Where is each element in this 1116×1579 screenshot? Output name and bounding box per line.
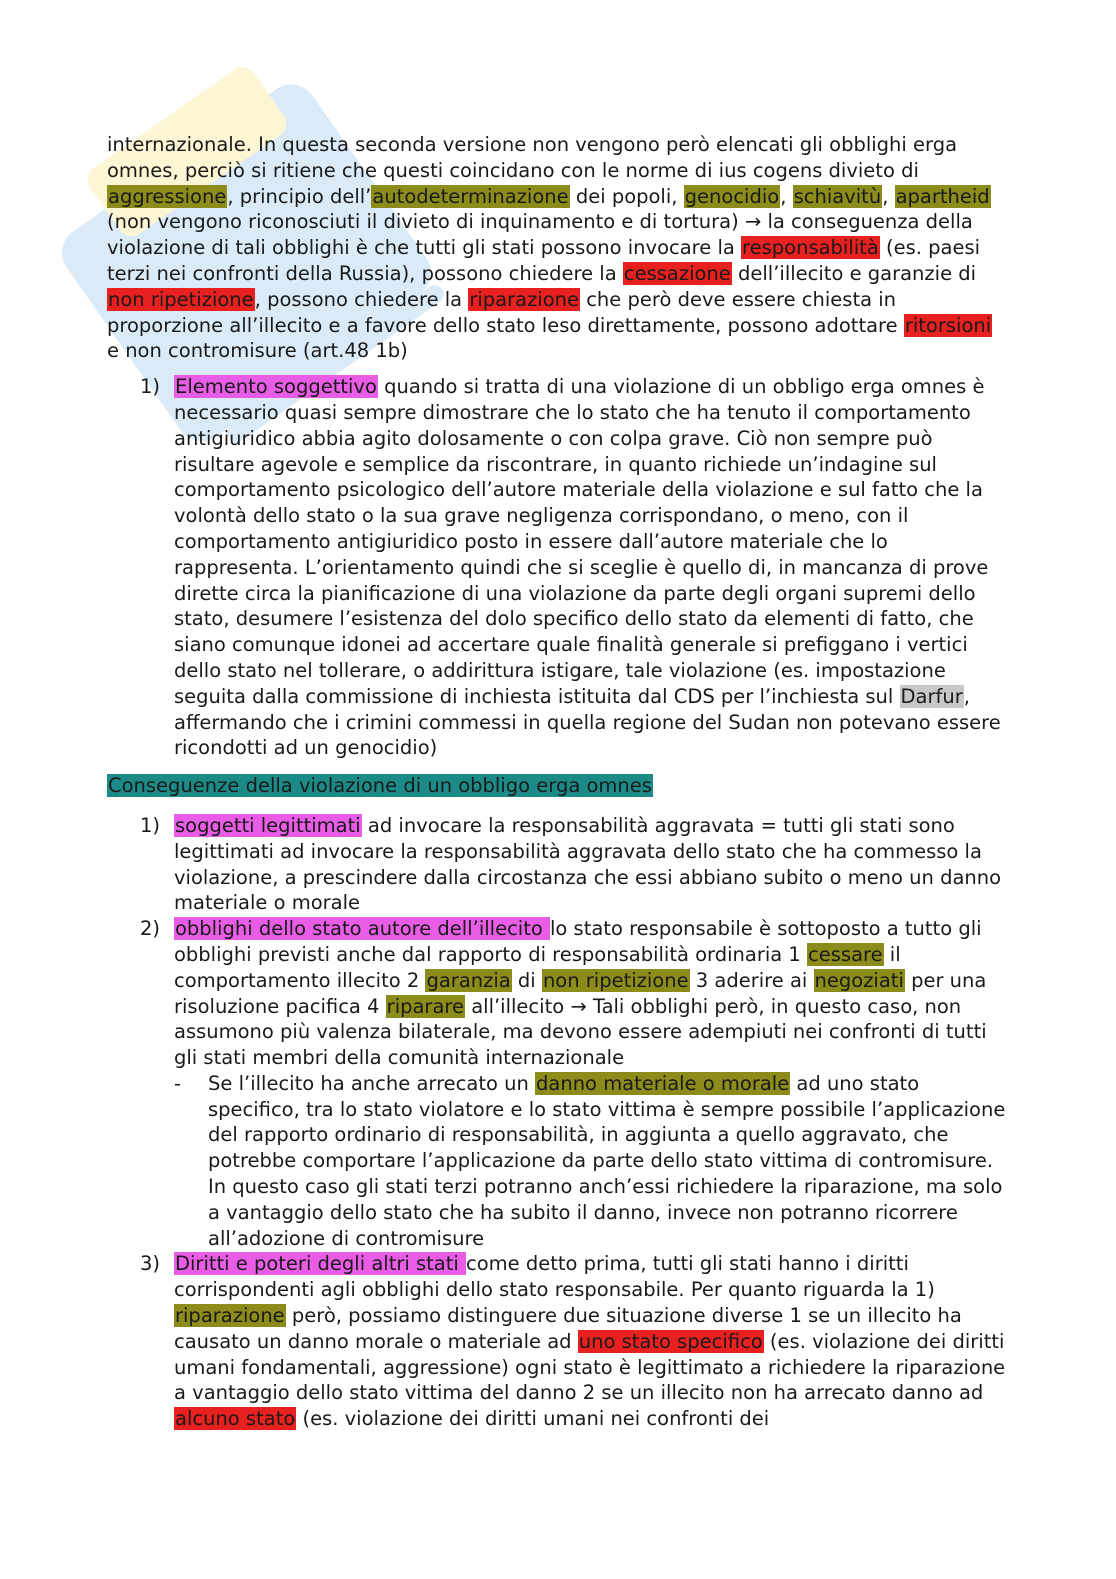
highlighted-term: alcuno stato [175,1407,296,1431]
highlighted-term: genocidio [684,184,780,208]
highlighted-term: apartheid [895,184,990,208]
section-heading [107,773,1007,799]
text-run: internazionale. In questa seconda versione non vengono però elencati gli obblighi erga omnes, perciò si ritiene che questi coincidano con le norme di ius cogens divieto di [107,133,958,182]
text-run: lo stato responsabile è sottoposto a tutto gli obblighi previsti anche dal rapporto di responsabilità ordinaria 1 [174,917,982,966]
text-run: per una risoluzione pacifica 4 [174,968,987,1018]
highlighted-term: Diritti e poteri degli altri stati [175,1252,466,1276]
highlighted-term: ritorsioni [904,313,992,337]
text-run: , [780,184,793,208]
highlighted-term: riparazione [469,287,580,311]
highlighted-term: non ripetizione [108,287,254,311]
list-item [107,374,1007,761]
text-run: però, possiamo distinguere due situazione diverse 1 se un illecito ha causato un danno morale o materiale ad [174,1304,962,1353]
list-item-text [174,813,1007,916]
text-run: dei popoli, [569,184,684,208]
highlighted-term: schiavitù [793,184,882,208]
list-item [107,1251,1007,1432]
text-run: quando si tratta di una violazione di un obbligo erga omnes è necessario quasi sempre dimostrare che lo stato che ha tenuto il comportamento antigiuridico abbia agito dolosamente o con colpa grave. Ciò non sempre può risultare agevole e semplice da riscontrare, in quanto richiede un’indagine sul comportamento psicologico dell’autore materiale della violazione e sul fatto che la volontà dello stato o la sua grave negligenza corrispondano, o meno, con il comportamento antigiuridico posto in essere dall’autore materiale che lo rappresenta. L’orientamento quindi che si sceglie è quello di, in mancanza di prove dirette circa la pianificazione di una violazione da parte degli organi supremi dello stato, desumere l’esistenza del dolo specifico dello stato da elementi di fatto, che siano comunque idonei ad accertare quale finalità generale si prefiggano i vertici dello stato nel tollerare, o addirittura istigare, tale violazione (es. impostazione seguita dalla commissione di inchiesta istituita dal CDS per l’inchiesta sul [174,375,989,708]
text-run: 3 aderire ai [689,968,814,992]
highlighted-term: Elemento soggettivo [175,375,377,399]
document-body [107,132,1007,1432]
highlighted-term: obblighi dello stato autore dell’illecito [175,917,549,941]
text-run: ad uno stato specifico, tra lo stato violatore e lo stato vittima è sempre possibile l’applicazione del rapporto ordinario di responsabilità, in aggiunta a quello aggravato, che potrebbe comportare l’applicazione da parte dello stato vittima di contromisure. In questo caso gli stati terzi potranno anch’essi richiedere la riparazione, ma solo a vantaggio dello stato che ha subito il danno, invece non potranno ricorrere all’adozione di contromisure [208,1071,1006,1250]
text-run: Se l’illecito ha anche arrecato un [208,1071,536,1095]
text-run: (es. violazione dei diritti umani fondamentali, aggressione) ogni stato è legittimato a richiedere la riparazione a vantaggio dello stato vittima del danno 2 se un illecito non ha arrecato danno ad [174,1329,1006,1405]
intro-paragraph [107,132,1007,364]
text-run: dell’illecito e garanzie di [731,261,977,285]
text-run: e non contromisure (art.48 1b) [107,339,408,363]
highlighted-term: responsabilità [742,236,879,260]
text-run: , principio dell’ [227,184,372,208]
highlighted-term: riparare [386,994,464,1018]
text-run: come detto prima, tutti gli stati hanno i diritti corrispondenti agli obblighi dello stato responsabile. Per quanto riguarda la 1) [174,1252,935,1302]
text-run: , possono chiedere la [254,287,469,311]
highlighted-term: danno materiale o morale [536,1071,790,1095]
highlighted-term: uno stato specifico [578,1329,763,1353]
text-run: il comportamento illecito 2 [174,942,901,992]
highlighted-term: negoziati [814,968,904,992]
text-run: , [882,184,895,208]
highlighted-term: garanzia [426,968,511,992]
text-run: all’illecito → Tali obblighi però, in questo caso, non assumono più valenza bilaterale, ma devono essere adempiuti nei confronti di tutti gli stati membri della comunità internazionale [174,994,987,1070]
list-item [107,916,1007,1251]
list-elemento-soggettivo [107,374,1007,761]
list-number: 3) [140,1252,161,1276]
highlighted-term: riparazione [175,1304,285,1328]
sub-bullet [174,1071,1007,1252]
bullet-dash: - [174,1071,182,1095]
text-run: (es. paesi terzi nei confronti della Russia), possono chiedere la [107,236,981,285]
list-item-text [174,374,1007,761]
highlighted-term: cessazione [623,261,731,285]
highlighted-term: autodeterminazione [372,184,569,208]
list-item [107,813,1007,916]
text-run: ad invocare la responsabilità aggravata = tutti gli stati sono legittimati ad invocare la responsabilità aggravata dello stato che ha commesso la violazione, a prescindere dalla circostanza che essi abbiano subito o meno un danno materiale o morale [174,813,1002,915]
highlighted-term: aggressione [108,184,227,208]
text-run: , affermando che i crimini commessi in quella regione del Sudan non potevano essere ricondotti ad un genocidio) [174,684,1001,760]
list-item-text [174,916,1007,1071]
text-run: (non vengono riconosciuti il divieto di inquinamento e di tortura) → la conseguenza della violazione di tali obblighi è che tutti gli stati possono invocare la [107,210,973,260]
list-number: 1) [140,375,161,399]
section-heading-text: Conseguenze della violazione di un obbligo erga omnes [108,774,652,798]
list-number: 2) [140,917,161,941]
text-run: di [511,968,542,992]
highlighted-term: non ripetizione [542,968,689,992]
text-run: che però deve essere chiesta in proporzione all’illecito e a favore dello stato leso direttamente, possono adottare [107,287,904,337]
list-number: 1) [140,813,161,837]
highlighted-term: soggetti legittimati [175,813,361,837]
list-conseguenze [107,813,1007,1432]
list-item-text [174,1251,1007,1432]
highlighted-term: cessare [808,942,883,966]
text-run: (es. violazione dei diritti umani nei confronti dei [296,1407,770,1431]
highlighted-term: Darfur [900,684,963,708]
